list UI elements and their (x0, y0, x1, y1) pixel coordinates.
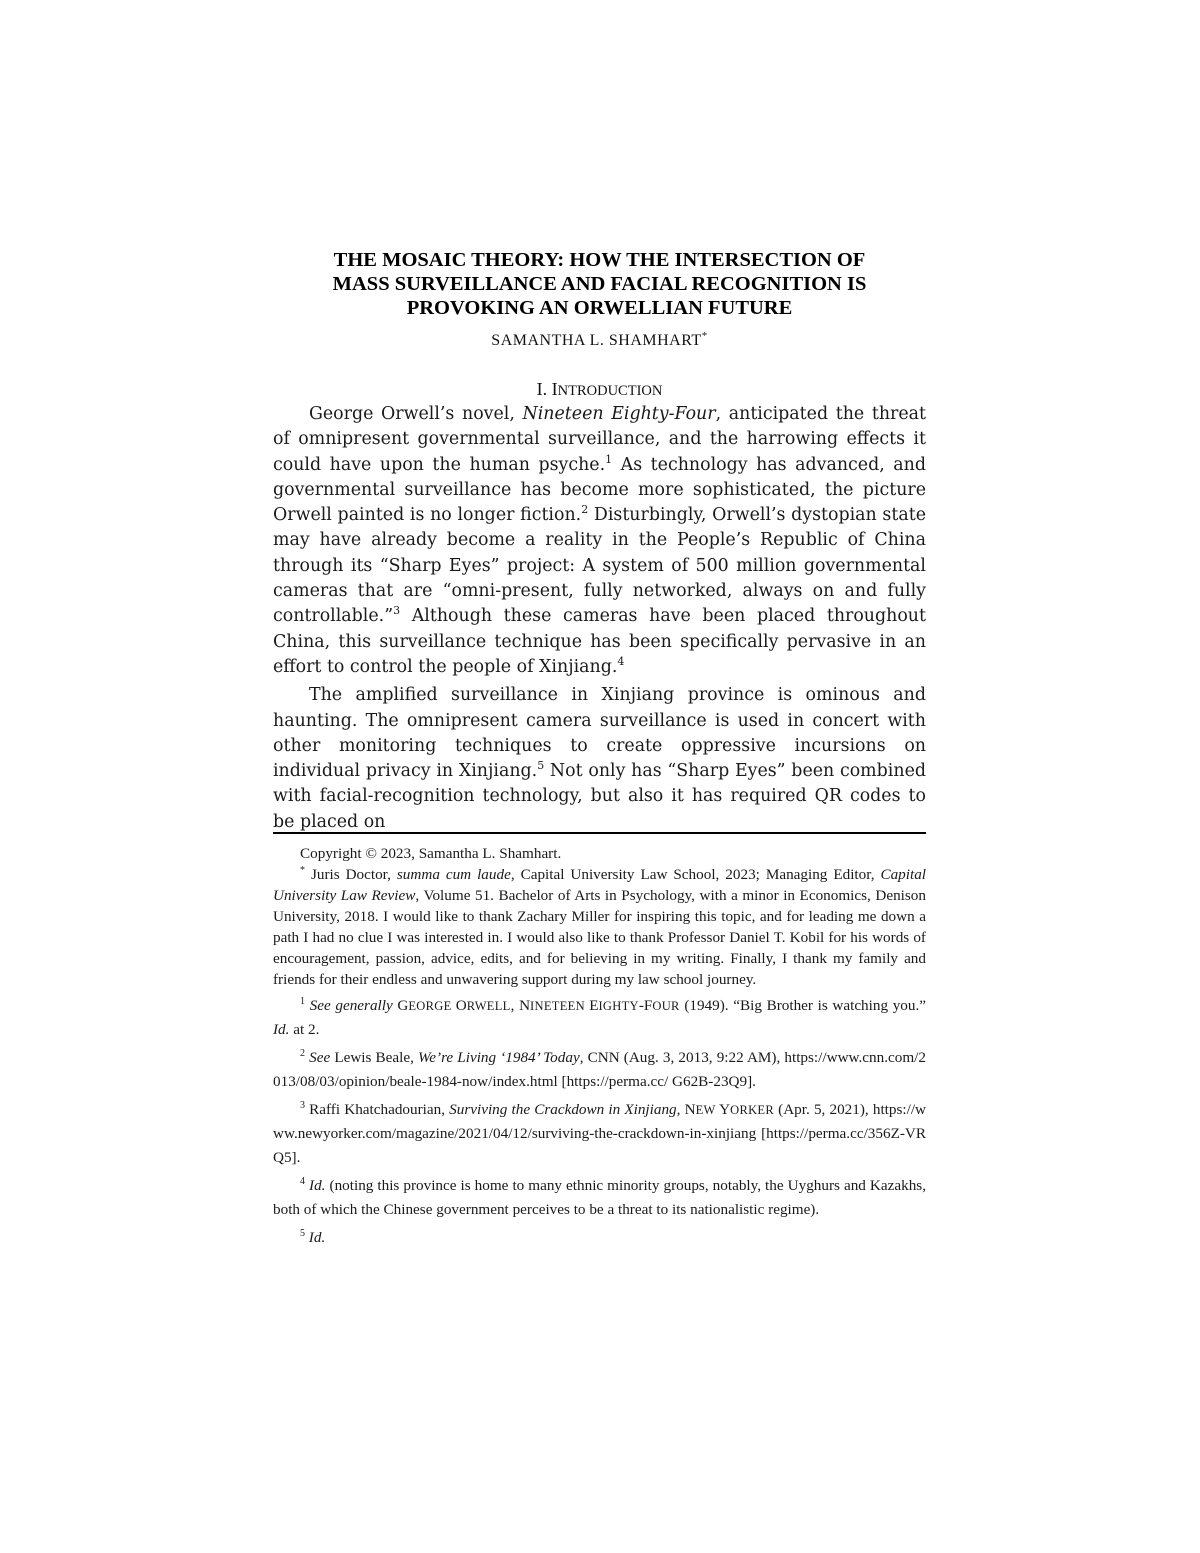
text-run: George Orwell’s novel, (309, 404, 523, 424)
footnote-ref-3: 3 (393, 604, 401, 618)
footnote-ref-1: 1 (605, 452, 613, 466)
footnote-ref-2: 2 (581, 503, 589, 517)
footnote-number: 3 (300, 1100, 305, 1111)
text-run: EORGE (408, 999, 456, 1013)
text-run: , Capital University Law School, 2023; Managing Editor, (510, 866, 881, 883)
text-run: RWELL (466, 999, 511, 1013)
latin-honor: summa cum laude (396, 866, 511, 883)
text-run: Although these cameras have been placed throughout China, this surveillance technique has been specifically pervasive in an effort to control the people of Xinjiang. (273, 606, 926, 677)
article-title: We’re Living ‘1984’ Today (418, 1049, 580, 1066)
footnotes (273, 843, 926, 1250)
text-run: EW (695, 1103, 720, 1117)
text-run: G (392, 997, 409, 1014)
text-run: Disturbingly, Orwell’s dystopian state may have already become a reality in the People’s Republic of China through its “Sharp Eyes” project: A system of 500 million governmental cameras that are “omni-present, fully networked, always on and fully controllable.” (273, 505, 926, 627)
text-run: (Apr. 5, 2021), https://www.newyorker.com/magazine/2021/04/12/surviving-the-crackdown-in-xinjiang [https://perma.cc/356Z-VRQ5]. (273, 1101, 927, 1166)
footnote-1 (273, 994, 926, 1042)
footnote-number: 4 (300, 1176, 305, 1187)
copyright-notice: Copyright © 2023, Samantha L. Shamhart. (300, 845, 562, 862)
footnote-divider (273, 832, 926, 834)
text-run: The amplified surveillance in Xinjiang province is ominous and haunting. The omnipresent camera surveillance is used in concert with other monitoring techniques to create oppressive incursions on individual privacy in Xinjiang. (273, 685, 926, 782)
journal-title: Capital University Law Review (273, 866, 927, 904)
author-name: SAMANTHA L. SHAMHART (491, 332, 702, 349)
title-line-2: MASS SURVEILLANCE AND FACIAL RECOGNITION IS (332, 273, 867, 295)
text-run: Juris Doctor, (305, 866, 397, 883)
footnote-ref-4: 4 (617, 654, 625, 668)
text-run: (noting this province is home to many ethnic minority groups, notably, the Uyghurs and Kazakhs, both of which the Chinese government perceives to be a threat to its nationalistic regime). (273, 1177, 927, 1218)
paragraph-1 (273, 402, 926, 680)
footnote-ref-5: 5 (537, 759, 545, 773)
text-run: , anticipated the threat of omnipresent governmental surveillance, and the harrowing effects it could have upon the human psyche. (273, 404, 926, 475)
footnote-2 (273, 1046, 926, 1094)
citation-signal: See generally (309, 997, 393, 1014)
footnote-marker: * (300, 865, 305, 876)
citation-signal: See (309, 1049, 331, 1066)
text-run: Lewis Beale, (330, 1049, 419, 1066)
text-run: (1949). “Big Brother is watching you.” (679, 997, 927, 1014)
text-run: INETEEN (530, 999, 590, 1013)
section-heading (273, 378, 926, 402)
title-line-1: THE MOSAIC THEORY: HOW THE INTERSECTION OF (333, 249, 866, 271)
footnote-4 (273, 1174, 926, 1222)
text-run: , N (676, 1101, 696, 1118)
article-title: Surviving the Crackdown in Xinjiang (449, 1101, 677, 1118)
text-run: , CNN (Aug. 3, 2013, 9:22 AM), https://www.cnn.com/2013/08/03/opinion/beale-1984-now/index.html [https://perma.cc/ G62B-23Q9]. (273, 1049, 926, 1090)
footnote-3 (273, 1098, 926, 1170)
text-run: , Volume 51. Bachelor of Arts in Psychology, with a minor in Economics, Denison University, 2018. I would like to thank Zachary Miller for inspiring this topic, and for leading me down a path I had no clue I was interested in. I would also like to thank Professor Daniel T. Kobil for his words of encouragement, passion, advice, edits, and for believing in my writing. Finally, I thank my family and friends for their endless and unwavering support during my law school journey. (273, 887, 926, 988)
footnote-5 (273, 1226, 926, 1250)
text-run: Not only has “Sharp Eyes” been combined with facial-recognition technology, but also it has required QR codes to be placed on (273, 761, 926, 832)
title-line-3: PROVOKING AN ORWELLIAN FUTURE (406, 297, 793, 319)
id-citation: Id. (273, 1021, 290, 1038)
section-heading-start: I. I (536, 379, 558, 399)
book-title: Nineteen Eighty-Four (522, 404, 716, 424)
text-run: E (589, 997, 599, 1014)
text-run: IGHTY (598, 999, 639, 1013)
paragraph-2 (273, 683, 926, 835)
text-run: Raffi Khatchadourian, (305, 1101, 450, 1118)
text-run: , N (510, 997, 531, 1014)
author-byline (273, 331, 926, 351)
id-citation: Id. (309, 1177, 326, 1194)
id-citation: Id. (308, 1229, 326, 1246)
footnote-number: 1 (300, 996, 305, 1007)
author-footnote-marker: * (701, 330, 708, 342)
text-run: OUR (652, 999, 680, 1013)
text-run: -F (638, 997, 653, 1014)
text-run: O (455, 997, 467, 1014)
footnote-number: 5 (300, 1228, 305, 1239)
text-run: As technology has advanced, and governmental surveillance has become more sophisticated, the picture Orwell painted is no longer fiction. (273, 454, 926, 526)
footnote-author (273, 864, 926, 990)
text-run: Y (719, 1101, 731, 1118)
footnote-number: 2 (300, 1048, 305, 1059)
text-run: ORKER (730, 1103, 775, 1117)
body-text (273, 402, 926, 835)
section-heading-rest: NTRODUCTION (557, 383, 663, 399)
text-run: at 2. (289, 1021, 320, 1038)
article-title (273, 248, 926, 320)
